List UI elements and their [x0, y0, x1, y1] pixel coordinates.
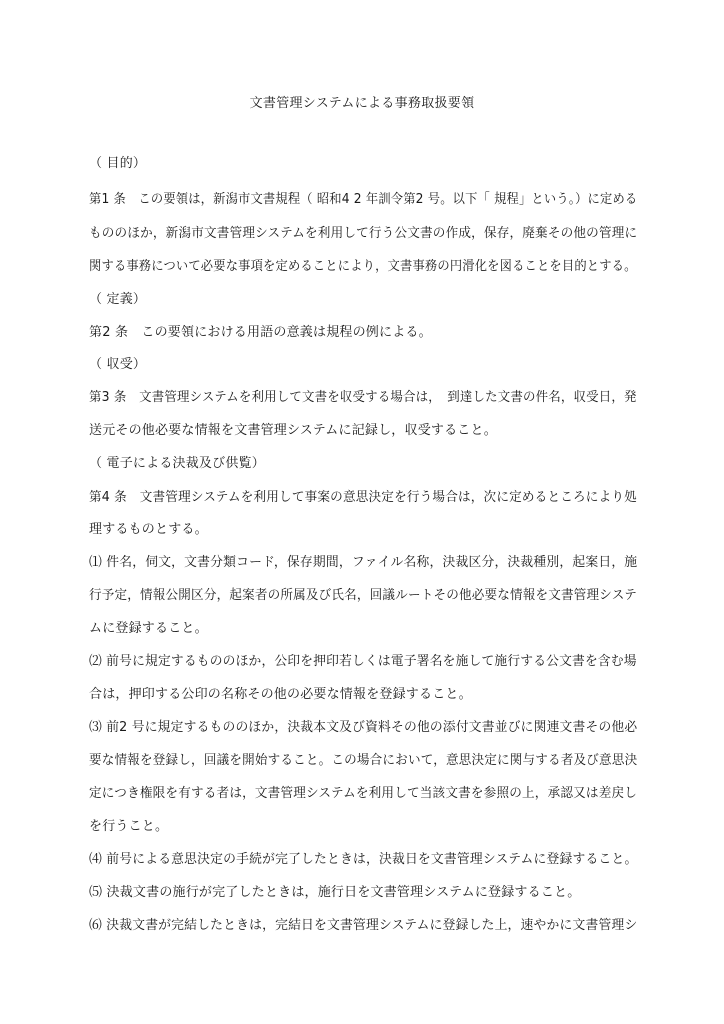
item-line: ⑴ 件名，伺文，文書分類コード，保存期間，ファイル名称，決裁区分，決裁種別，起案日，施: [89, 555, 638, 570]
article-line: 理するものとする。: [89, 522, 208, 537]
article-line: 第4 条 文書管理システムを利用して事案の意思決定を行う場合は，次に定めるところにより処: [89, 490, 637, 505]
article-line: 第3 条 文書管理システムを利用して文書を収受する場合は， 到達した文書の件名，収受日，発: [89, 390, 637, 405]
item-line: ⑷ 前号による意思決定の手続が完了したときは，決裁日を文書管理システムに登録すること。: [89, 852, 638, 867]
section-heading: （ 定義）: [89, 292, 147, 307]
section-heading: （ 電子による決裁及び供覧）: [89, 456, 265, 471]
item-line: を行うこと。: [89, 819, 169, 834]
section-heading: （ 収受）: [89, 357, 147, 372]
article-line: もののほか，新潟市文書管理システムを利用して行う公文書の作成，保存，廃棄その他の管理に: [89, 226, 638, 241]
section-heading: （ 目的）: [89, 156, 147, 171]
item-line: 要な情報を登録し，回議を開始すること。この場合において，意思決定に関与する者及び意思決: [89, 753, 638, 768]
item-line: ムに登録すること。: [89, 621, 208, 636]
item-line: 定につき権限を有する者は，文書管理システムを利用して当該文書を参照の上，承認又は差戻し: [89, 786, 638, 801]
item-line: 合は，押印する公印の名称その他の必要な情報を登録すること。: [89, 687, 472, 702]
document-title: 文書管理システムによる事務取扱要領: [249, 96, 475, 111]
article-line: 第2 条 この要領における用語の意義は規程の例による。: [89, 325, 432, 340]
item-line: 行予定，情報公開区分，起案者の所属及び氏名，回議ルートその他必要な情報を文書管理システ: [89, 588, 637, 603]
item-line: ⑵ 前号に規定するもののほか，公印を押印若しくは電子署名を施して施行する公文書を含む場: [89, 654, 637, 669]
item-line: ⑶ 前2 号に規定するもののほか，決裁本文及び資料その他の添付文書並びに関連文書その他必: [89, 720, 638, 735]
article-line: 関する事務について必要な事項を定めることにより，文書事務の円滑化を図ることを目的とする。: [89, 259, 637, 274]
article-line: 送元その他必要な情報を文書管理システムに記録し，収受すること。: [89, 423, 497, 438]
item-line: ⑹ 決裁文書が完結したときは，完結日を文書管理システムに登録した上，速やかに文書管理シ: [89, 918, 638, 933]
item-line: ⑸ 決裁文書の施行が完了したときは，施行日を文書管理システムに登録すること。: [89, 885, 581, 900]
article-line: 第1 条 この要領は，新潟市文書規程（ 昭和4 2 年訓令第2 号。以下「 規程」という。）に定める: [89, 192, 638, 207]
